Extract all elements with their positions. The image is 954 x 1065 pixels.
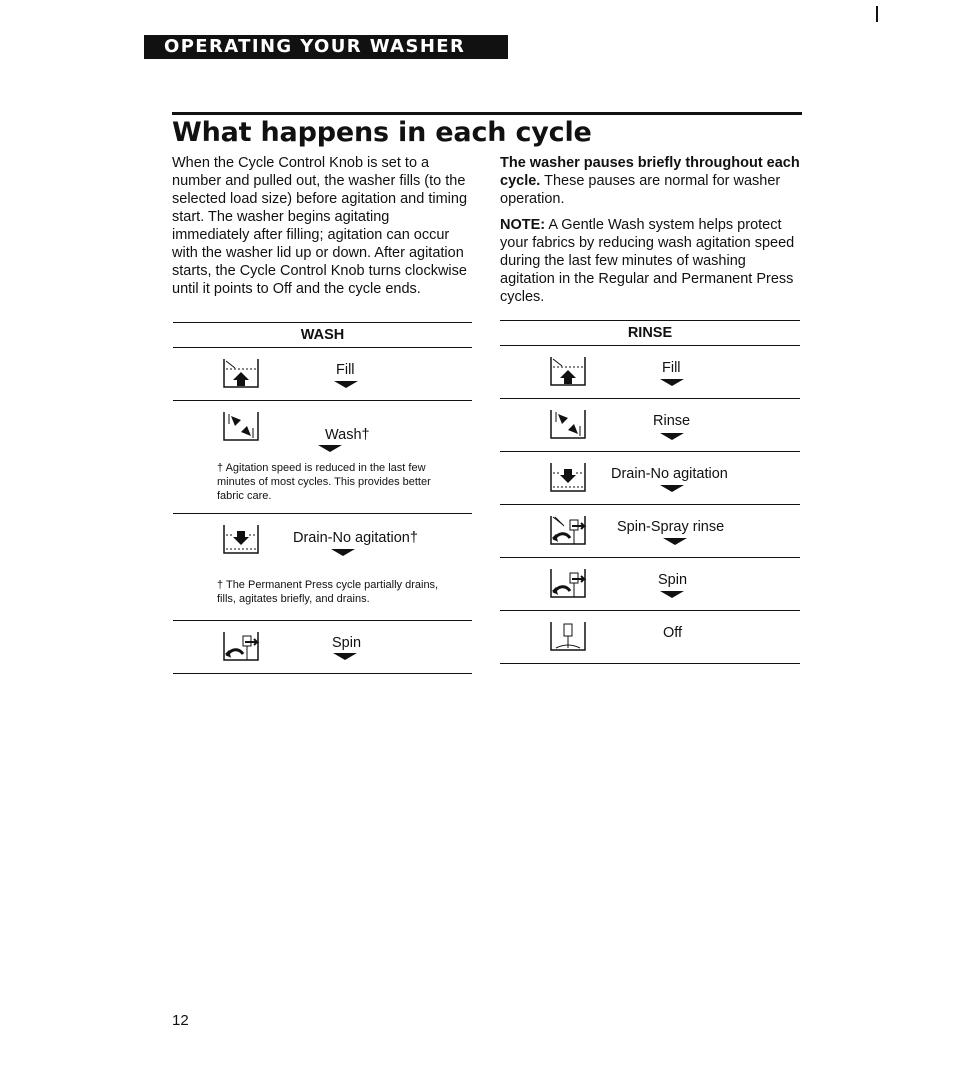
wash-icon xyxy=(221,410,261,442)
down-arrow-icon xyxy=(660,591,684,598)
rinse-icon xyxy=(548,408,588,440)
note-paragraph xyxy=(500,216,800,306)
down-arrow-icon xyxy=(660,379,684,386)
rinse-step-label: Drain-No agitation xyxy=(611,466,728,482)
rinse-step-fill xyxy=(500,346,800,399)
rinse-step-rinse xyxy=(500,399,800,452)
rinse-step-spin xyxy=(500,558,800,611)
wash-footnote: † The Permanent Press cycle partially drains, fills, agitates briefly, and drains. xyxy=(217,579,439,605)
wash-step-label: Wash† xyxy=(325,427,370,443)
off-icon xyxy=(548,620,588,652)
rinse-step-label: Off xyxy=(663,625,683,641)
title-rule xyxy=(172,112,802,115)
corner-mark xyxy=(876,6,878,22)
rinse-step-drain xyxy=(500,452,800,505)
wash-step-spin xyxy=(173,621,472,674)
section-banner: OPERATING YOUR WASHER xyxy=(144,35,508,59)
fill-icon xyxy=(221,357,261,389)
note-text: A Gentle Wash system helps protect your fabrics by reducing wash agitation speed during the last few minutes of washing agitation in the Regular and Permanent Press cycles. xyxy=(500,217,795,305)
wash-step-fill xyxy=(173,348,472,401)
wash-panel xyxy=(173,322,472,674)
rinse-heading: RINSE xyxy=(500,320,800,346)
right-column-text xyxy=(500,154,800,314)
wash-step-label: Spin xyxy=(332,635,362,651)
down-arrow-icon xyxy=(663,538,687,545)
down-arrow-icon xyxy=(318,445,342,452)
drain-icon xyxy=(548,461,588,493)
intro-paragraph: When the Cycle Control Knob is set to a number and pulled out, the washer fills (to the selected load size) before agitation and timing start. The washer begins agitating immediately after filling; agitation can occur with the washer lid up or down. After agitation starts, the Cycle Control Knob turns clockwise until it points to Off and the cycle ends. xyxy=(172,155,468,297)
pause-text: These pauses are normal for washer operation. xyxy=(500,173,781,207)
spin-spray-icon xyxy=(548,514,588,546)
rinse-step-off xyxy=(500,611,800,664)
rinse-step-label: Spin xyxy=(658,572,688,588)
down-arrow-icon xyxy=(660,433,684,440)
spin-icon xyxy=(548,567,588,599)
fill-icon xyxy=(548,355,588,387)
spin-icon xyxy=(221,630,261,662)
drain-icon xyxy=(221,523,261,555)
down-arrow-icon xyxy=(331,549,355,556)
wash-step-wash xyxy=(173,401,472,514)
note-label: NOTE: xyxy=(500,217,546,233)
rinse-step-spin-spray xyxy=(500,505,800,558)
wash-step-drain xyxy=(173,514,472,621)
down-arrow-icon xyxy=(660,485,684,492)
wash-heading: WASH xyxy=(173,322,472,348)
page-number: 12 xyxy=(172,1012,189,1029)
rinse-step-label: Fill xyxy=(662,360,681,376)
pause-bold: The washer pauses briefly throughout each cycle. xyxy=(500,155,800,189)
rinse-step-label: Rinse xyxy=(653,413,691,429)
page-title: What happens in each cycle xyxy=(172,117,592,148)
rinse-step-label: Spin-Spray rinse xyxy=(617,519,725,535)
pause-paragraph xyxy=(500,154,800,208)
rinse-panel xyxy=(500,320,800,664)
wash-step-label: Fill xyxy=(336,362,355,378)
wash-footnote: † Agitation speed is reduced in the last few minutes of most cycles. This provides better fabric care. xyxy=(217,462,431,502)
wash-step-label: Drain-No agitation† xyxy=(293,530,418,546)
down-arrow-icon xyxy=(333,653,357,660)
down-arrow-icon xyxy=(334,381,358,388)
